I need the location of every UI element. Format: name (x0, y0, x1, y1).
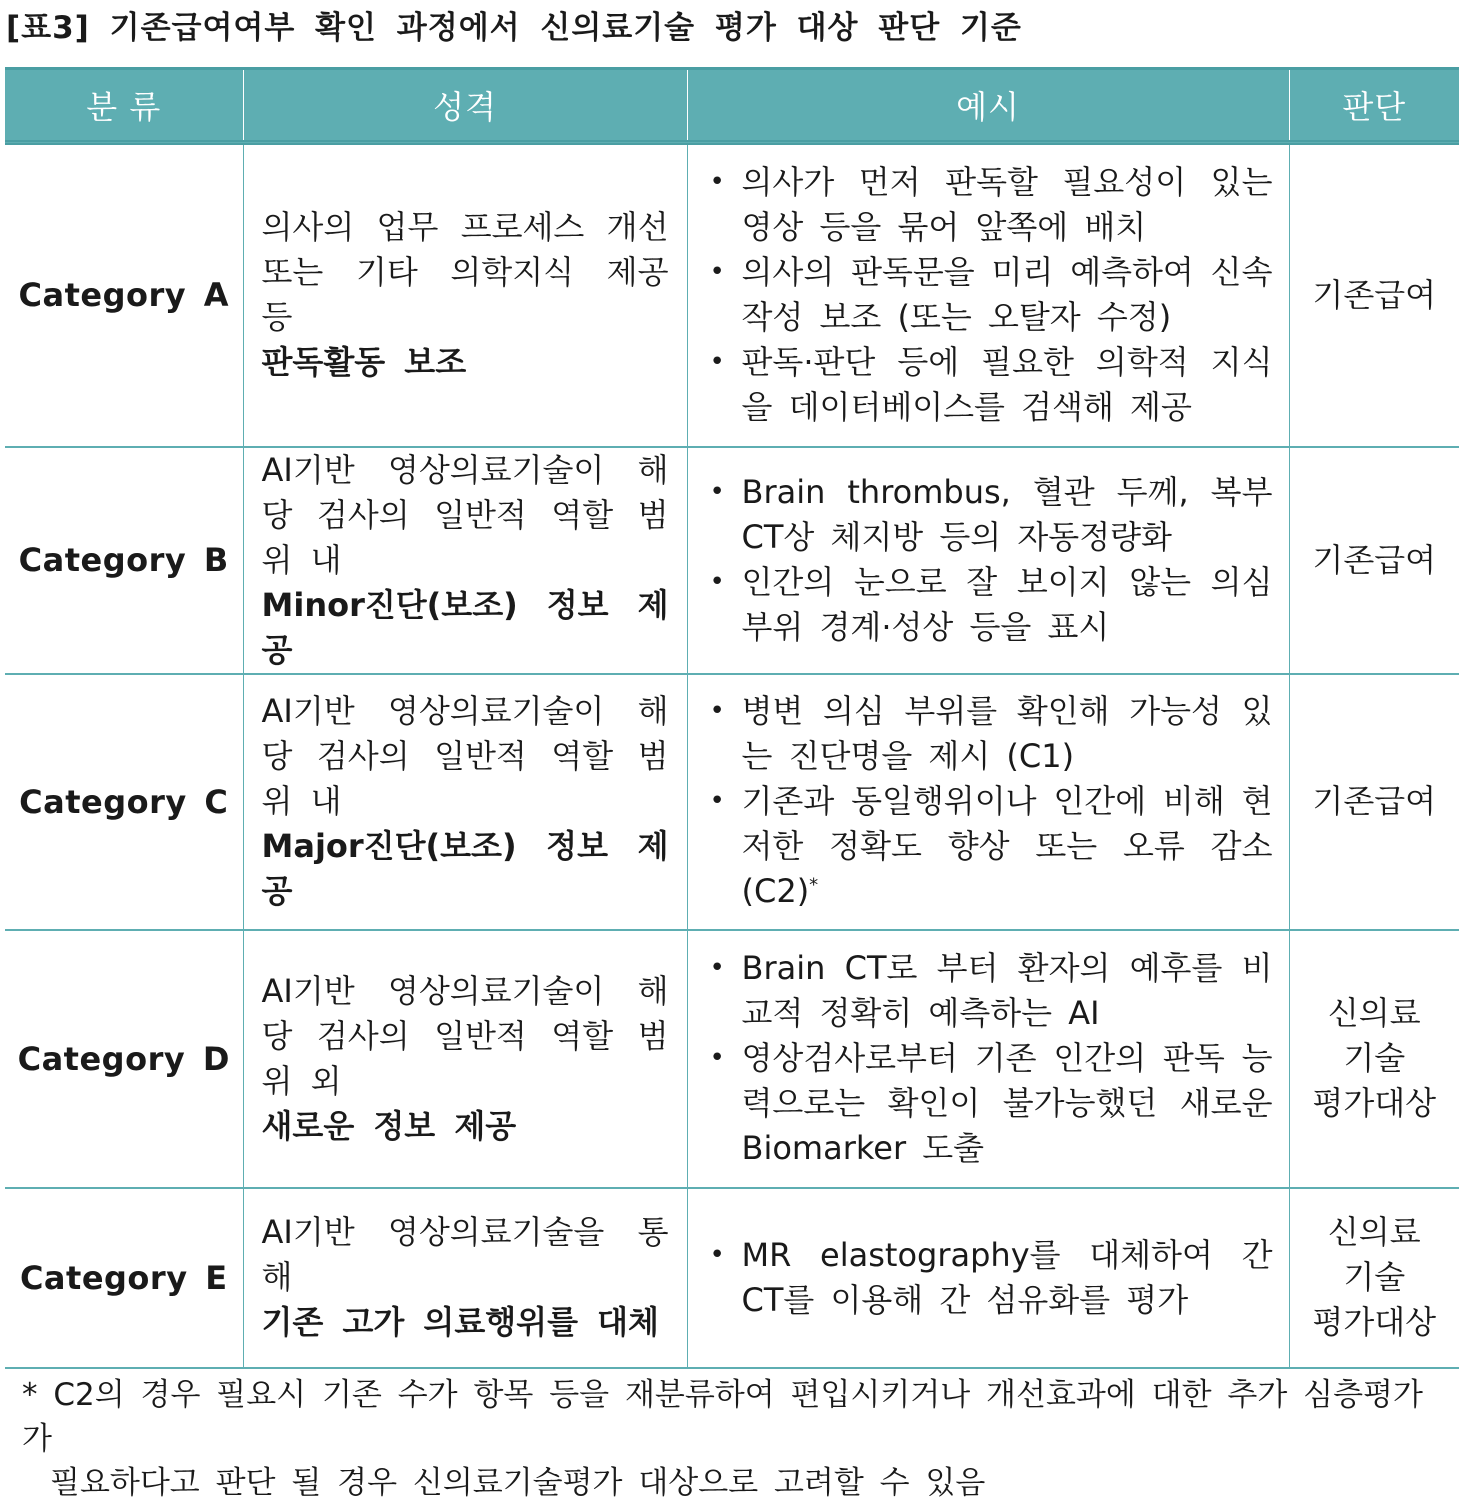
character-cell (243, 1188, 687, 1368)
category-cell: Category D (5, 930, 243, 1188)
judgement-line: 평가대상 (1312, 1303, 1437, 1341)
table-row-d (5, 930, 1459, 1188)
example-list (708, 470, 1273, 650)
character-text: AI기반 영상의료기술을 통해 (261, 1213, 669, 1296)
character-cell (243, 143, 687, 447)
character-cell (243, 674, 687, 930)
header-category: 분 류 (5, 69, 243, 143)
list-item-text: 기존과 동일행위이나 인간에 비해 현저한 정확도 향상 또는 오류 감소 (C2) (741, 782, 1273, 910)
table-row-c (5, 674, 1459, 930)
examples-cell (687, 1188, 1289, 1368)
list-item: • 의사가 먼저 판독할 필요성이 있는 영상 등을 묶어 앞쪽에 배치 (708, 160, 1273, 250)
judgement-line: 평가대상 (1312, 1084, 1437, 1122)
list-item: • Brain thrombus, 혈관 두께, 복부CT상 체지방 등의 자동정량화 (708, 470, 1273, 560)
character-text: AI기반 영상의료기술이 해당 검사의 일반적 역할 범위 내 (261, 450, 669, 579)
judgement-line: 기술 (1343, 1258, 1406, 1296)
list-item: • MR elastography를 대체하여 간 CT를 이용해 간 섬유화를 평가 (708, 1233, 1273, 1323)
character-bold-text: Major진단(보조) 정보 제공 (261, 827, 669, 910)
character-bold-text: Minor진단(보조) 정보 제공 (261, 585, 669, 669)
judgement-cell (1289, 930, 1459, 1188)
judgement-line: 기술 (1343, 1039, 1406, 1077)
character-text: AI기반 영상의료기술이 해당 검사의 일반적 역할 범위 내 (261, 692, 669, 820)
character-cell (243, 447, 687, 674)
judgement-line: 신의료 (1327, 994, 1421, 1032)
character-bold-text: 판독활동 보조 (261, 343, 467, 382)
judgement-cell: 기존급여 (1289, 447, 1459, 674)
character-text: AI기반 영상의료기술이 해당 검사의 일반적 역할 범위 외 (261, 971, 669, 1100)
examples-cell (687, 674, 1289, 930)
judgement-cell: 기존급여 (1289, 674, 1459, 930)
list-item: • Brain CT로 부터 환자의 예후를 비교적 정확히 예측하는 AI (708, 946, 1273, 1036)
list-item: • 판독·판단 등에 필요한 의학적 지식을 데이터베이스를 검색해 제공 (708, 340, 1273, 430)
footnote-line-2: 필요하다고 판단 될 경우 신의료기술평가 대상으로 고려할 수 있음 (50, 1465, 986, 1501)
category-cell: Category C (5, 674, 243, 930)
character-bold-text: 새로운 정보 제공 (261, 1106, 517, 1145)
criteria-table (5, 67, 1459, 1369)
character-bold-text: 기존 고가 의료행위를 대체 (261, 1303, 659, 1341)
footnote-line-1: * C2의 경우 필요시 기존 수가 항목 등을 재분류하여 편입시키거나 개선효과에 대한 추가 심층평가가 (22, 1377, 1423, 1457)
judgement-cell (1289, 1188, 1459, 1368)
list-item (708, 779, 1273, 914)
footnote-marker: * (809, 874, 819, 896)
character-text: 의사의 업무 프로세스 개선 또는 기타 의학지식 제공 등 (261, 208, 669, 337)
table-row-b (5, 447, 1459, 674)
header-examples: 예시 (687, 69, 1289, 143)
list-item: • 의사의 판독문을 미리 예측하여 신속 작성 보조 (또는 오탈자 수정) (708, 250, 1273, 340)
judgement-line: 신의료 (1327, 1213, 1421, 1251)
header-character: 성격 (243, 69, 687, 143)
category-cell: Category E (5, 1188, 243, 1368)
list-item: • 영상검사로부터 기존 인간의 판독 능력으로는 확인이 불가능했던 새로운 Biomarker 도출 (708, 1036, 1273, 1171)
example-list (708, 160, 1273, 430)
examples-cell (687, 930, 1289, 1188)
category-cell: Category B (5, 447, 243, 674)
example-list (708, 1233, 1273, 1323)
character-cell (243, 930, 687, 1188)
judgement-cell: 기존급여 (1289, 143, 1459, 447)
header-row (5, 69, 1459, 143)
table-row-e (5, 1188, 1459, 1368)
category-cell: Category A (5, 143, 243, 447)
header-judgement: 판단 (1289, 69, 1459, 143)
examples-cell (687, 447, 1289, 674)
list-item: • 인간의 눈으로 잘 보이지 않는 의심부위 경계·성상 등을 표시 (708, 560, 1273, 650)
example-list (708, 689, 1273, 914)
examples-cell (687, 143, 1289, 447)
table-row-a (5, 143, 1459, 447)
footnote (22, 1373, 1452, 1505)
example-list (708, 946, 1273, 1171)
list-item: • 병변 의심 부위를 확인해 가능성 있는 진단명을 제시 (C1) (708, 689, 1273, 779)
table-title: [표3] 기존급여여부 확인 과정에서 신의료기술 평가 대상 판단 기준 (6, 10, 1022, 46)
